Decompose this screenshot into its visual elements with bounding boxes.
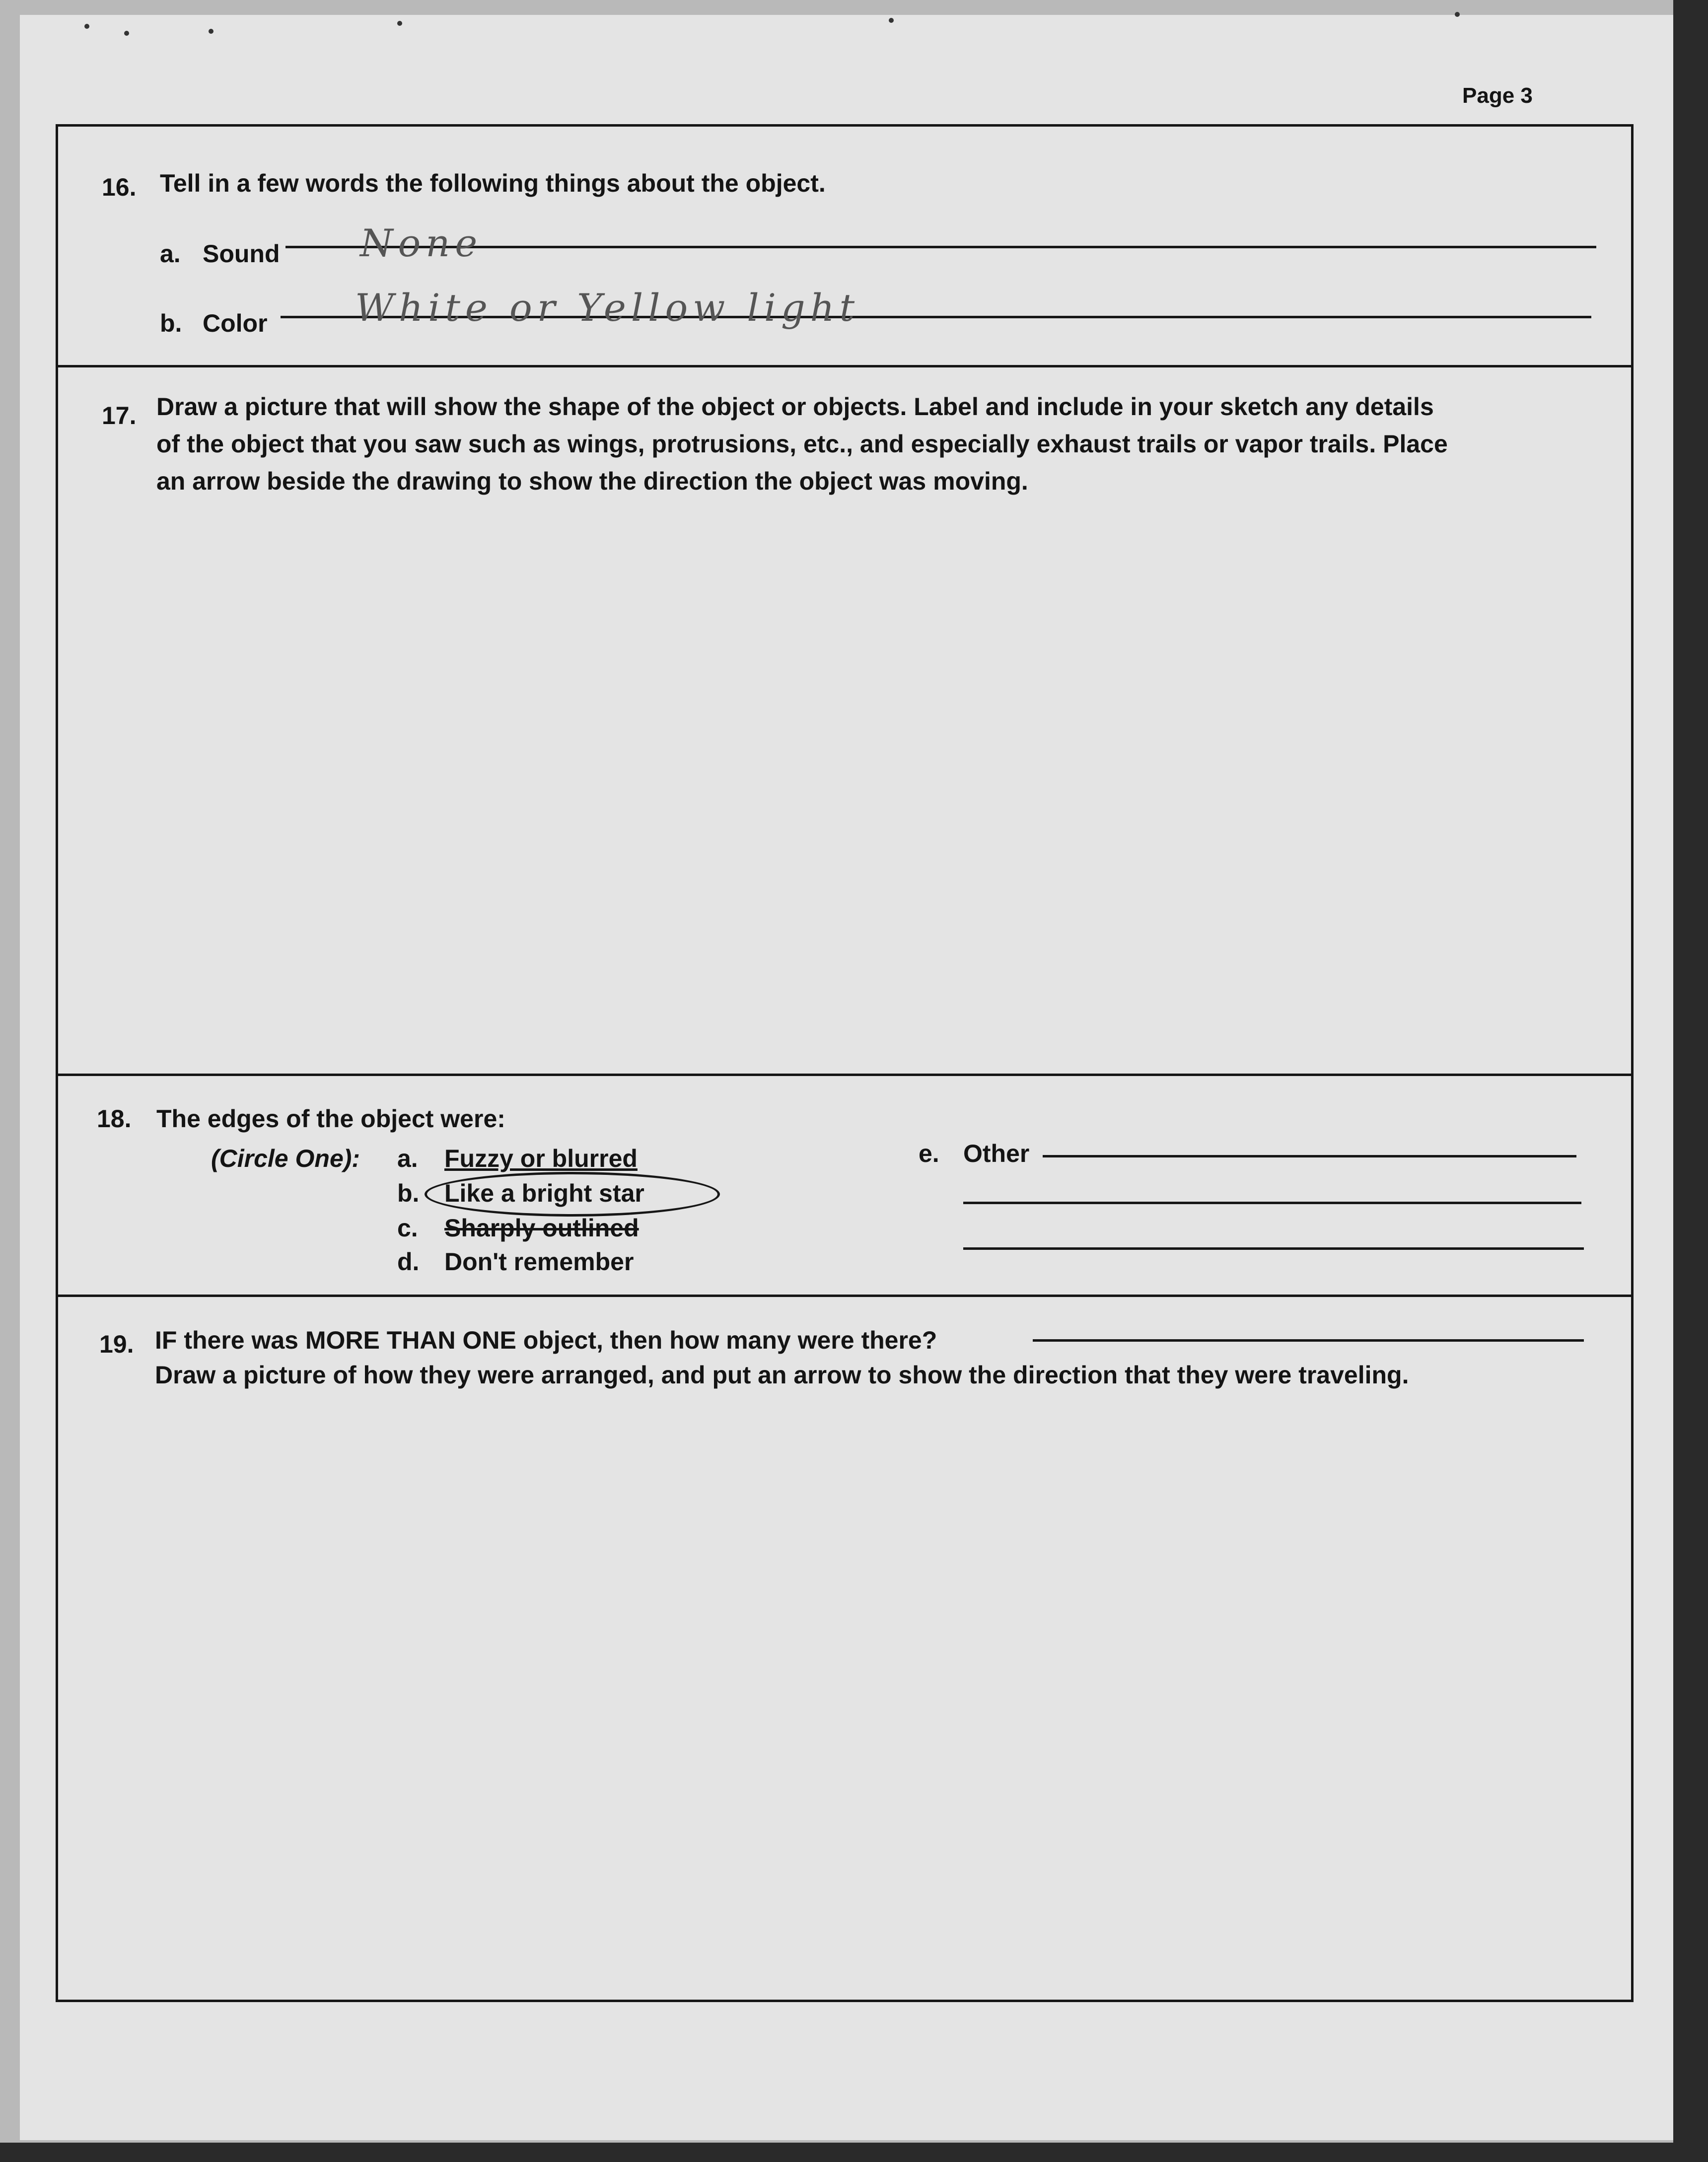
arrangement-sketch-area[interactable] xyxy=(62,1405,1626,1996)
question-number: 17. xyxy=(102,402,137,430)
selection-circle xyxy=(425,1172,720,1217)
color-letter: b. xyxy=(160,309,182,337)
option-dont-remember[interactable]: Don't remember xyxy=(444,1248,634,1276)
question-number: 19. xyxy=(99,1330,134,1358)
question-line: Draw a picture of how they were arranged, and put an arrow to show the direction that they were traveling. xyxy=(155,1361,1409,1389)
option-fuzzy-or-blurred[interactable]: Fuzzy or blurred xyxy=(444,1145,638,1172)
question-prompt: The edges of the object were: xyxy=(156,1105,505,1133)
scan-speck xyxy=(1455,12,1460,17)
other-answer-line xyxy=(963,1202,1581,1204)
question-number: 18. xyxy=(97,1105,132,1133)
sound-letter: a. xyxy=(160,240,181,268)
option-letter: c. xyxy=(397,1214,418,1242)
other-answer-line xyxy=(1043,1155,1576,1157)
scan-speck xyxy=(209,29,214,34)
color-answer[interactable]: White or Yellow light xyxy=(355,286,860,330)
question-line: an arrow beside the drawing to show the direction the object was moving. xyxy=(156,467,1028,495)
option-letter: b. xyxy=(397,1179,420,1207)
question-number: 16. xyxy=(102,173,137,201)
section-divider xyxy=(56,1295,1634,1297)
option-sharply-outlined[interactable]: Sharply outlined xyxy=(444,1214,639,1242)
scan-edge-right xyxy=(1673,0,1708,2162)
page-number: Page 3 xyxy=(1462,83,1533,108)
question-line: of the object that you saw such as wings, protrusions, etc., and especially exhaust trails or vapor trails. Place xyxy=(156,430,1448,458)
count-answer-line xyxy=(1033,1339,1584,1342)
scan-speck xyxy=(889,18,894,23)
question-prompt: Tell in a few words the following things about the object. xyxy=(160,169,826,197)
sound-answer[interactable]: None xyxy=(360,221,483,265)
color-label: Color xyxy=(203,309,268,337)
section-divider xyxy=(56,1074,1634,1076)
other-answer-line xyxy=(963,1247,1584,1250)
scan-speck xyxy=(124,31,129,36)
circle-instruction: (Circle One): xyxy=(211,1145,360,1172)
question-line: IF there was MORE THAN ONE object, then how many were there? xyxy=(155,1326,937,1354)
scan-speck xyxy=(84,24,89,29)
sound-label: Sound xyxy=(203,240,280,268)
option-like-a-bright-star[interactable]: Like a bright star xyxy=(444,1179,644,1207)
question-line: Draw a picture that will show the shape of the object or objects. Label and include in your sketch any details xyxy=(156,393,1434,421)
scan-edge-bottom xyxy=(0,2143,1708,2162)
option-letter: d. xyxy=(397,1248,420,1276)
scan-speck xyxy=(397,21,402,26)
section-divider xyxy=(56,365,1634,367)
option-letter: a. xyxy=(397,1145,418,1172)
option-other[interactable]: Other xyxy=(963,1140,1030,1167)
sketch-area[interactable] xyxy=(62,511,1626,1068)
option-letter: e. xyxy=(919,1140,939,1167)
